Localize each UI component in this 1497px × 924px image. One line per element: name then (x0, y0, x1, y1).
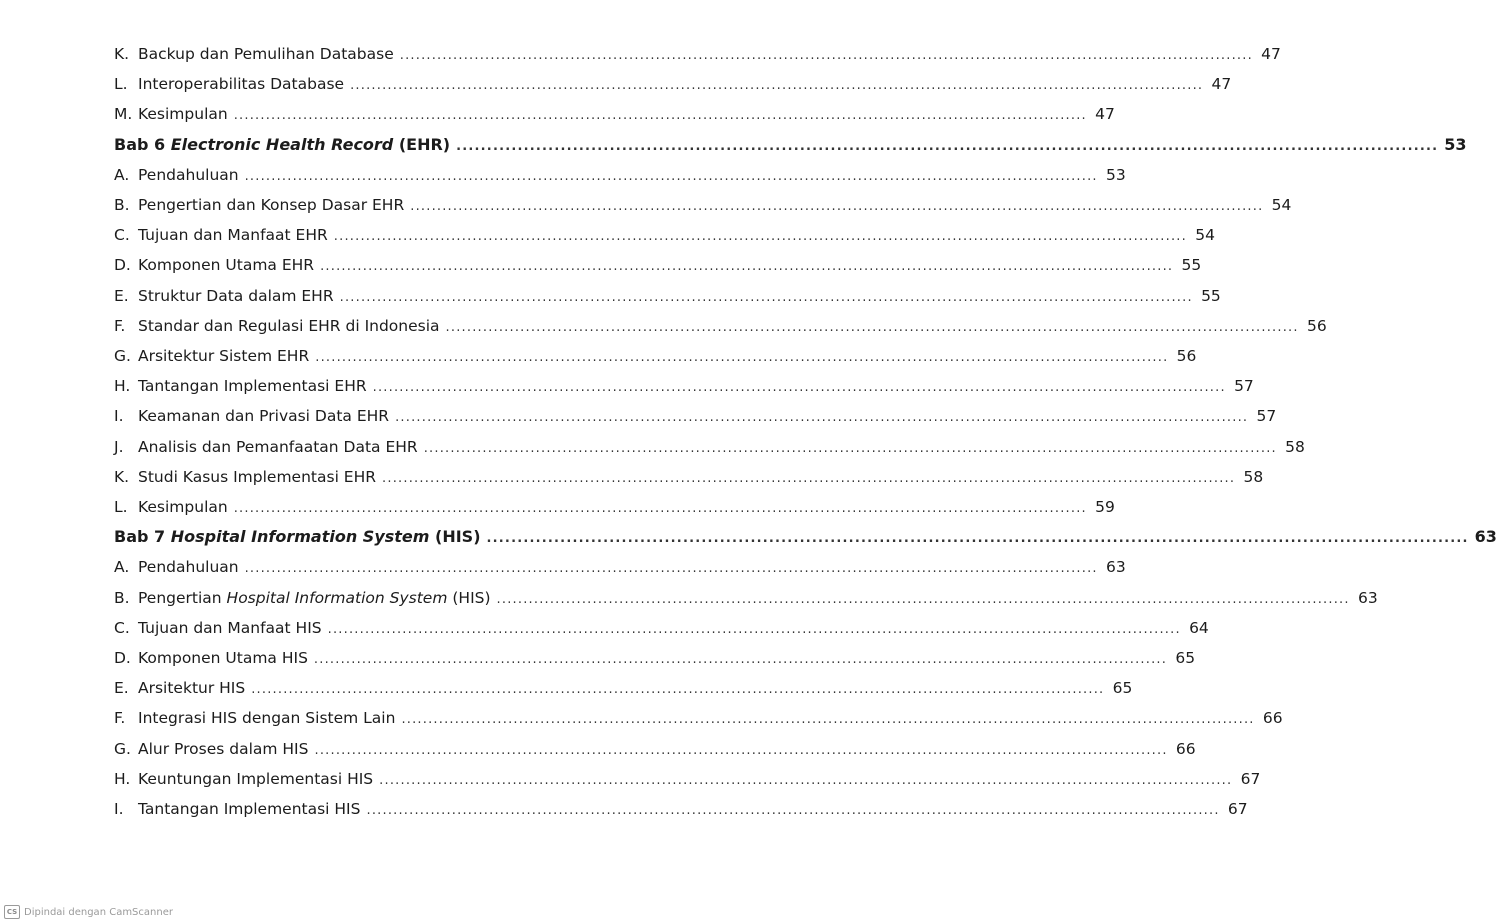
toc-page-number: 47 (1211, 75, 1232, 93)
toc-entry-title (114, 524, 481, 550)
camscanner-logo-icon: CS (4, 905, 20, 919)
toc-dot-leader: ................................................................................................................................................................ (395, 410, 1249, 425)
camscanner-watermark (4, 904, 173, 920)
toc-entry-title: Pendahuluan (138, 166, 239, 184)
toc-page-number: 66 (1262, 709, 1283, 727)
toc-entry-letter: G. (114, 347, 131, 365)
toc-entry-letter: F. (114, 709, 126, 727)
toc-entry-letter: D. (114, 256, 131, 274)
toc-dot-leader: ................................................................................................................................................................ (350, 78, 1204, 93)
toc-dot-leader: ................................................................................................................................................................ (233, 501, 1087, 516)
toc-entry-title (138, 585, 491, 611)
toc-title-italic: Hospital Information System (226, 589, 448, 607)
toc-dot-leader: ................................................................................................................................................................ (382, 471, 1236, 486)
toc-title-prefix: Bab 6 (114, 135, 171, 154)
toc-entry-letter: E. (114, 287, 129, 305)
toc-page-number: 53 (1106, 166, 1126, 184)
toc-entry-letter: A. (114, 166, 130, 184)
toc-entry-letter: B. (114, 589, 130, 607)
toc-entry (114, 41, 1281, 67)
toc-dot-leader: ................................................................................................................................................................ (496, 592, 1350, 607)
toc-page-number: 57 (1256, 407, 1277, 425)
toc-page-number: 66 (1175, 740, 1196, 758)
toc-entry (114, 554, 1126, 580)
toc-entry-title: Integrasi HIS dengan Sistem Lain (138, 709, 396, 727)
toc-dot-leader: ................................................................................................................................................................ (244, 169, 1098, 184)
toc-entry (114, 71, 1232, 97)
toc-entry (114, 494, 1115, 520)
toc-entry-title: Tujuan dan Manfaat EHR (138, 226, 328, 244)
toc-entry-title: Backup dan Pemulihan Database (138, 45, 394, 63)
toc-entry-title: Arsitektur HIS (138, 679, 246, 697)
toc-page-number: 58 (1285, 438, 1305, 456)
toc-dot-leader: ................................................................................................................................................................ (399, 48, 1253, 63)
toc-entry (114, 192, 1292, 218)
toc-title-suffix: (HIS) (447, 589, 491, 607)
toc-entry (114, 101, 1115, 127)
toc-entry-title (114, 132, 450, 158)
toc-entry-title: Interoperabilitas Database (138, 75, 345, 93)
toc-page-number: 63 (1357, 589, 1378, 607)
toc-dot-leader: ................................................................................................................................................................ (456, 139, 1439, 154)
toc-entry-letter: C. (114, 619, 130, 637)
toc-entry-letter: H. (114, 377, 131, 395)
toc-entry-letter: I. (114, 800, 124, 818)
toc-dot-leader: ................................................................................................................................................................ (313, 652, 1168, 667)
toc-entry-letter: I. (114, 407, 124, 425)
toc-entry-letter: L. (114, 498, 128, 516)
toc-dot-leader: ................................................................................................................................................................ (327, 622, 1181, 637)
toc-entry-title: Kesimpulan (138, 498, 228, 516)
toc-page-number: 56 (1176, 347, 1197, 365)
toc-dot-leader: ................................................................................................................................................................ (233, 108, 1087, 123)
toc-entry-title: Keamanan dan Privasi Data EHR (138, 407, 390, 425)
toc-page-number: 63 (1474, 527, 1497, 546)
toc-entry (114, 705, 1283, 731)
toc-title-prefix: Bab 7 (114, 527, 171, 546)
toc-page-number: 47 (1095, 105, 1115, 123)
toc-entry-title: Tujuan dan Manfaat HIS (138, 619, 322, 637)
toc-entry-title: Tantangan Implementasi HIS (138, 800, 361, 818)
toc-page-number: 55 (1181, 256, 1202, 274)
toc-entry-letter: A. (114, 558, 130, 576)
toc-page-number: 67 (1227, 800, 1248, 818)
toc-entry-title: Kesimpulan (138, 105, 228, 123)
toc-page-number: 47 (1261, 45, 1281, 63)
toc-entry (114, 222, 1215, 248)
toc-entry-title: Komponen Utama HIS (138, 649, 308, 667)
toc-entry-title: Komponen Utama EHR (138, 256, 315, 274)
toc-title-italic: Electronic Health Record (170, 135, 394, 154)
toc-dot-leader: ................................................................................................................................................................ (401, 712, 1255, 727)
toc-entry-title: Pengertian dan Konsep Dasar EHR (138, 196, 405, 214)
toc-page-number: 56 (1306, 317, 1327, 335)
toc-page-number: 55 (1201, 287, 1221, 305)
toc-entry-letter: J. (114, 438, 124, 456)
toc-page-number: 65 (1175, 649, 1196, 667)
toc-dot-leader: ................................................................................................................................................................ (372, 380, 1226, 395)
watermark-text: Dipindai dengan CamScanner (24, 906, 173, 918)
toc-dot-leader: ................................................................................................................................................................ (339, 290, 1193, 305)
toc-dot-leader: ................................................................................................................................................................ (366, 803, 1220, 818)
toc-dot-leader: ................................................................................................................................................................ (314, 743, 1168, 758)
toc-dot-leader: ................................................................................................................................................................ (486, 531, 1469, 546)
toc-entry-title: Alur Proses dalam HIS (138, 740, 309, 758)
toc-page-number: 67 (1240, 770, 1261, 788)
toc-entry (114, 373, 1254, 399)
toc-entry (114, 615, 1209, 641)
toc-entry-title: Arsitektur Sistem EHR (138, 347, 310, 365)
toc-entry-letter: K. (114, 468, 130, 486)
toc-entry-letter: L. (114, 75, 128, 93)
toc-entry (114, 343, 1197, 369)
toc-page-number: 63 (1106, 558, 1126, 576)
toc-entry-title: Struktur Data dalam EHR (138, 287, 334, 305)
toc-entry-title: Pendahuluan (138, 558, 239, 576)
toc-entry (114, 283, 1221, 309)
toc-entry (114, 736, 1196, 762)
toc-entry (114, 585, 1378, 611)
toc-dot-leader: ................................................................................................................................................................ (320, 259, 1174, 274)
toc-dot-leader: ................................................................................................................................................................ (423, 441, 1277, 456)
toc-dot-leader: ................................................................................................................................................................ (244, 561, 1098, 576)
toc-entry (114, 252, 1202, 278)
toc-entry-letter: C. (114, 226, 130, 244)
toc-chapter-entry (114, 132, 1467, 158)
toc-entry (114, 403, 1277, 429)
toc-page-number: 64 (1189, 619, 1209, 637)
toc-dot-leader: ................................................................................................................................................................ (410, 199, 1264, 214)
toc-entry-letter: M. (114, 105, 133, 123)
toc-entry-title: Tantangan Implementasi EHR (138, 377, 367, 395)
toc-title-prefix: Pengertian (138, 589, 227, 607)
toc-entry-title: Keuntungan Implementasi HIS (138, 770, 374, 788)
toc-entry-letter: D. (114, 649, 131, 667)
toc-entry (114, 162, 1126, 188)
toc-dot-leader: ................................................................................................................................................................ (251, 682, 1105, 697)
toc-title-suffix: (HIS) (429, 527, 481, 546)
toc-title-suffix: (EHR) (393, 135, 451, 154)
toc-dot-leader: ................................................................................................................................................................ (445, 320, 1299, 335)
toc-dot-leader: ................................................................................................................................................................ (315, 350, 1169, 365)
toc-entry (114, 675, 1133, 701)
toc-entry (114, 313, 1327, 339)
toc-entry-letter: K. (114, 45, 130, 63)
toc-page-number: 65 (1112, 679, 1133, 697)
toc-entry-title: Studi Kasus Implementasi EHR (138, 468, 377, 486)
toc-entry-title: Standar dan Regulasi EHR di Indonesia (138, 317, 440, 335)
toc-entry-letter: E. (114, 679, 129, 697)
toc-page-number: 53 (1444, 135, 1467, 154)
toc-page-number: 54 (1195, 226, 1215, 244)
toc-page-number: 59 (1095, 498, 1115, 516)
toc-entry (114, 434, 1305, 460)
toc-page-number: 57 (1234, 377, 1254, 395)
toc-entry (114, 796, 1248, 822)
toc-chapter-entry (114, 524, 1497, 550)
toc-entry-letter: G. (114, 740, 131, 758)
toc-entry-letter: F. (114, 317, 126, 335)
toc-page-number: 58 (1243, 468, 1264, 486)
toc-entry (114, 766, 1261, 792)
toc-entry (114, 645, 1196, 671)
toc-entry-letter: H. (114, 770, 131, 788)
toc-dot-leader: ................................................................................................................................................................ (333, 229, 1187, 244)
toc-entry (114, 464, 1264, 490)
toc-entry-title: Analisis dan Pemanfaatan Data EHR (138, 438, 418, 456)
toc-dot-leader: ................................................................................................................................................................ (379, 773, 1233, 788)
toc-page-number: 54 (1271, 196, 1292, 214)
toc-title-italic: Hospital Information System (170, 527, 430, 546)
toc-entry-letter: B. (114, 196, 130, 214)
